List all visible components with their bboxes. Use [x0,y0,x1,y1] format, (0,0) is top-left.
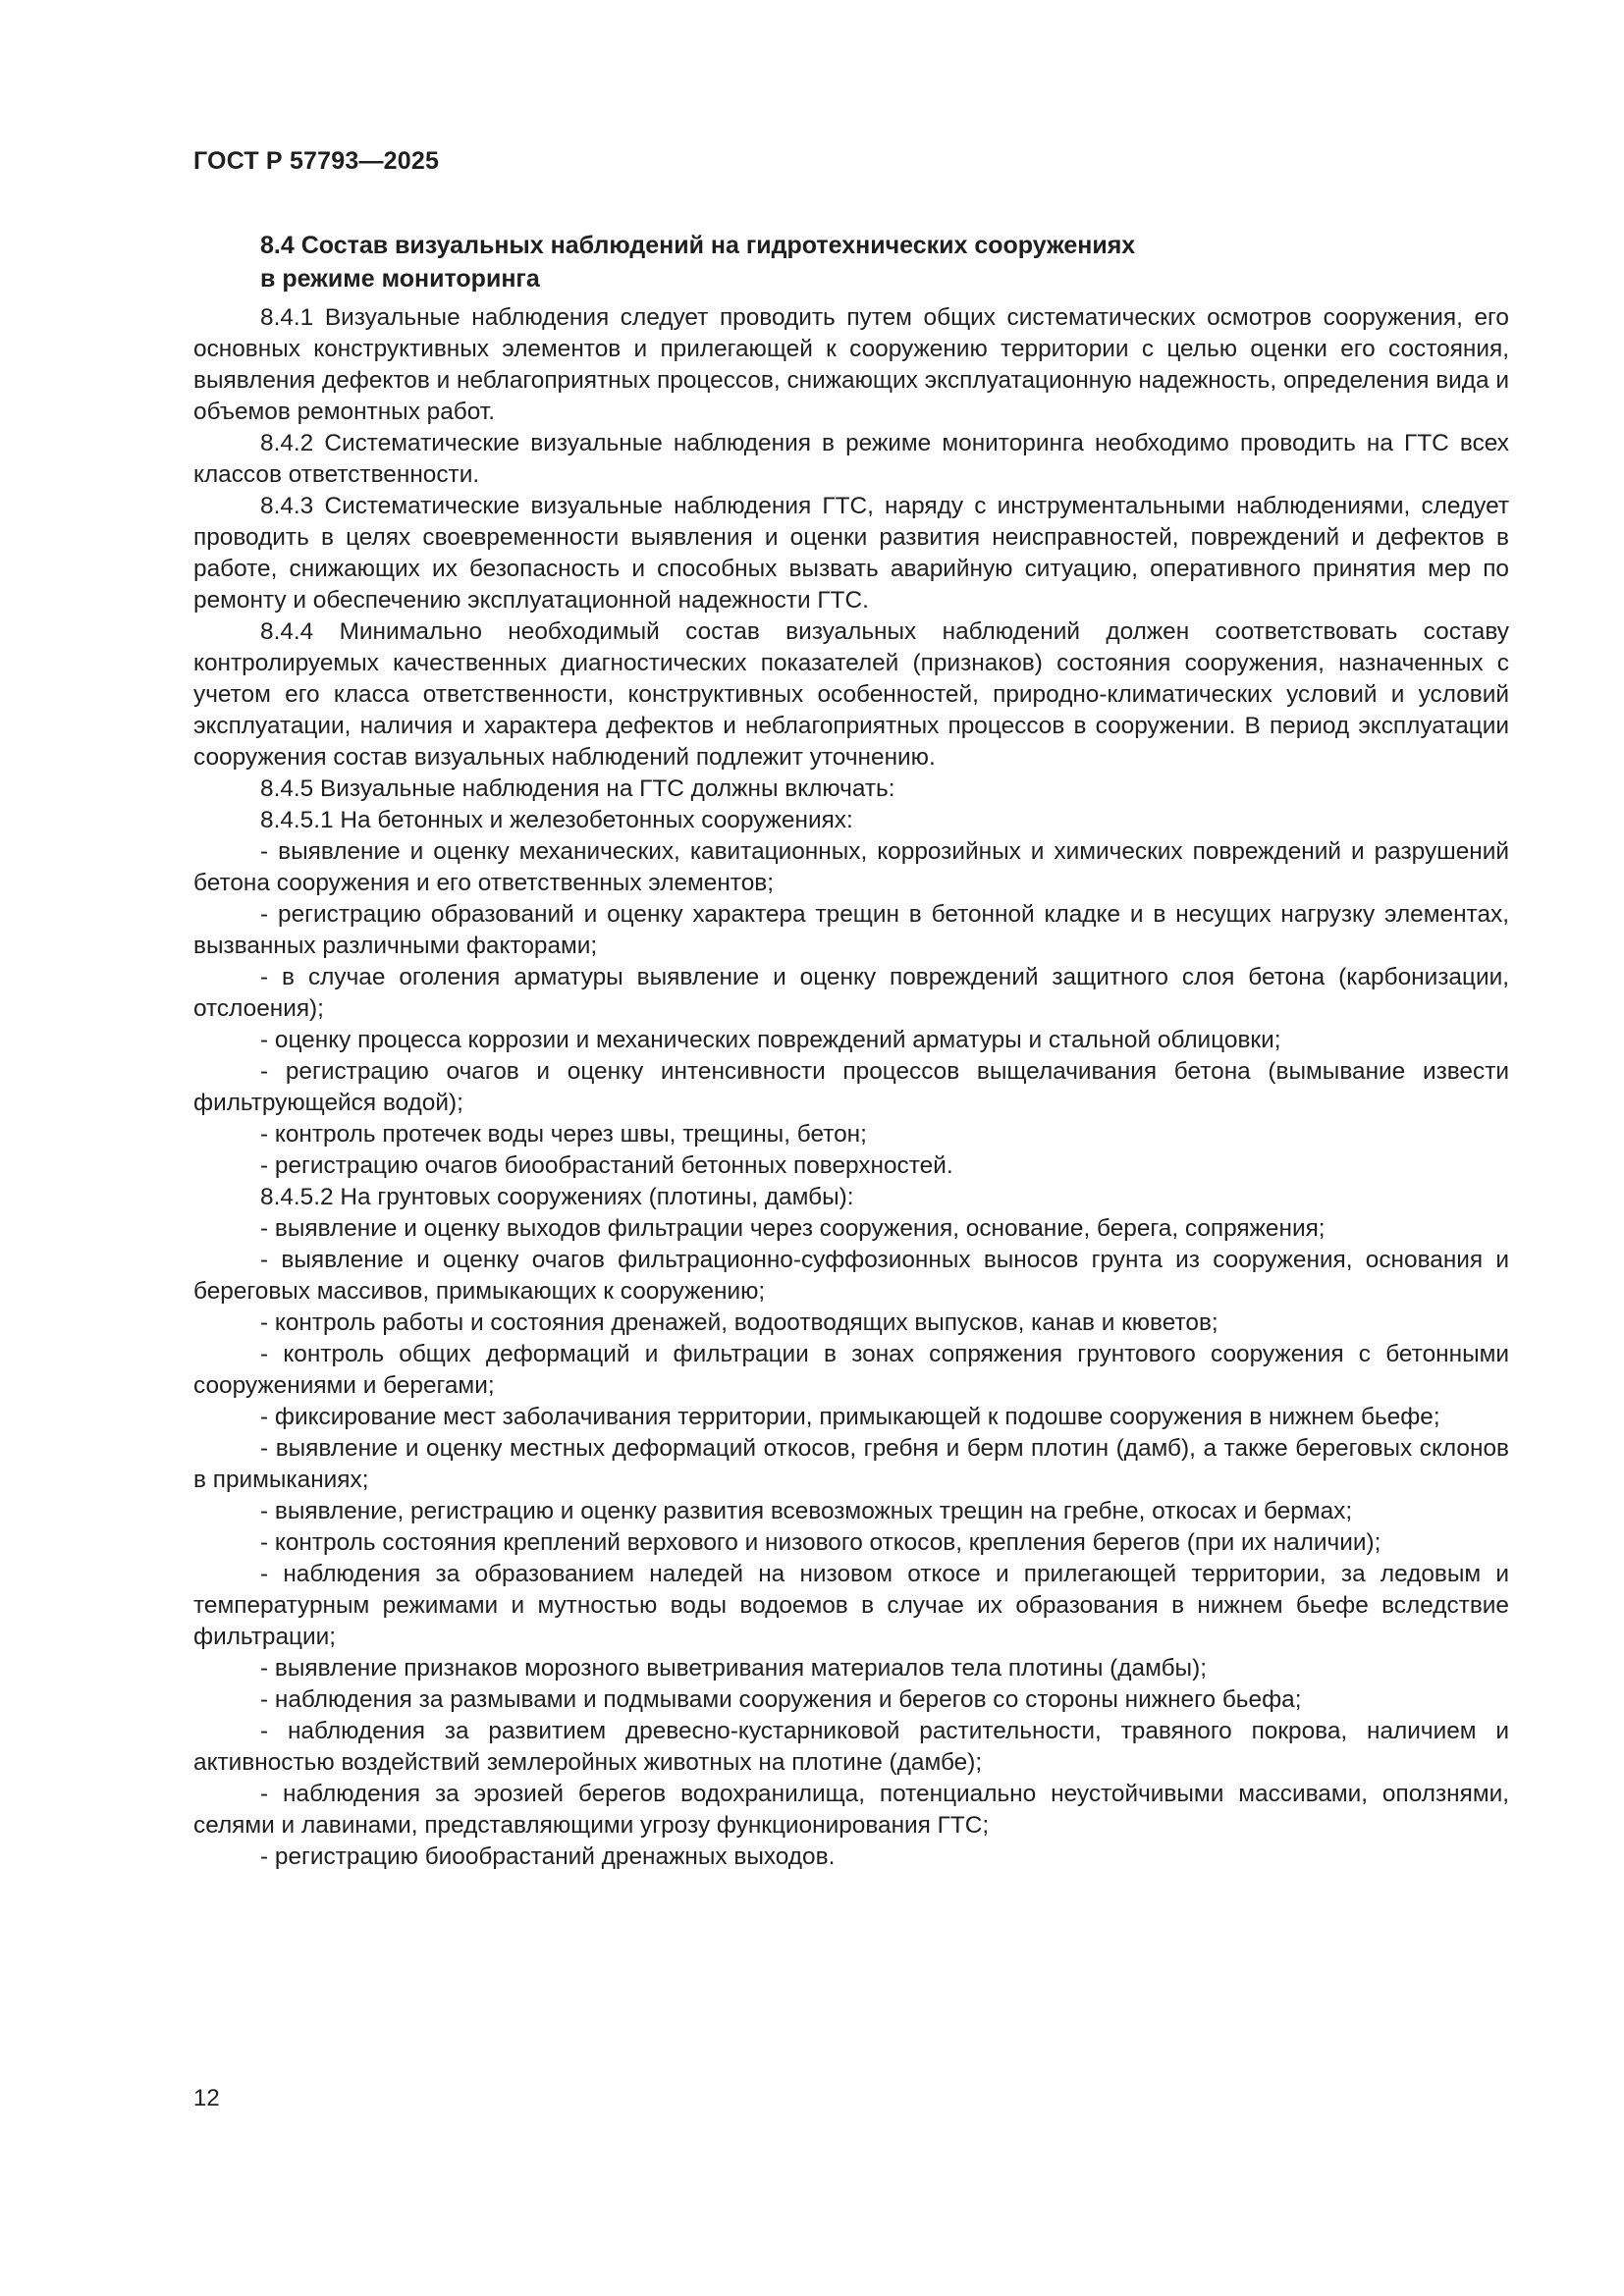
paragraph-8-4-2: 8.4.2 Систематические визуальные наблюдения в режиме мониторинга необходимо проводить на ГТС всех классов ответственности. [193,430,1509,488]
list-item: - наблюдения за развитием древесно-кустарниковой растительности, травяного покрова, наличием и активностью воздействий землеройных животных на плотине (дамбе); [193,1718,1509,1776]
list-item: - регистрацию образований и оценку характера трещин в бетонной кладке и в несущих нагрузку элементах, вызванных различными факторами; [193,901,1509,959]
list-item: - выявление и оценку очагов фильтрационно-суффозионных выносов грунта из сооружения, основания и береговых массивов, примыкающих к сооружению; [193,1247,1509,1305]
paragraph-8-4-5-2: 8.4.5.2 На грунтовых сооружениях (плотины, дамбы): [260,1184,854,1210]
body-text [193,302,1509,1873]
list-item: - контроль работы и состояния дренажей, водоотводящих выпусков, канав и кюветов; [260,1309,1218,1336]
list-item: - оценку процесса коррозии и механических повреждений арматуры и стальной облицовки; [260,1027,1281,1053]
list-item: - контроль состояния креплений верхового и низового откосов, крепления берегов (при их наличии); [260,1529,1381,1556]
section-heading [260,229,1340,295]
section-heading-line: в режиме мониторинга [260,265,540,293]
list-item: - наблюдения за размывами и подмывами сооружения и берегов со стороны нижнего бьефа; [260,1686,1302,1713]
list-item: - контроль общих деформаций и фильтрации в зонах сопряжения грунтового сооружения с бетонными сооружениями и берегами; [193,1341,1509,1399]
list-item: - выявление и оценку местных деформаций откосов, гребня и берм плотин (дамб), а также береговых склонов в примыканиях; [193,1435,1509,1493]
list-item: - фиксирование мест заболачивания территории, примыкающей к подошве сооружения в нижнем бьефе; [260,1404,1440,1430]
paragraph-8-4-5-1: 8.4.5.1 На бетонных и железобетонных сооружениях: [260,807,853,833]
list-item: - наблюдения за эрозией берегов водохранилища, потенциально неустойчивыми массивами, оползнями, селями и лавинами, представляющими угрозу функционирования ГТС; [193,1781,1509,1839]
list-item: - выявление, регистрацию и оценку развития всевозможных трещин на гребне, откосах и бермах; [260,1498,1353,1524]
section-heading-line: 8.4 Состав визуальных наблюдений на гидротехнических сооружениях [260,232,1136,259]
list-item: - регистрацию биообрастаний дренажных выходов. [260,1843,836,1870]
document-code: ГОСТ Р 57793—2025 [193,147,440,175]
paragraph-8-4-3: 8.4.3 Систематические визуальные наблюдения ГТС, наряду с инструментальными наблюдениями, следует проводить в целях своевременности выявления и оценки развития неисправностей, повреждений и дефектов в работе, снижающих их безопасность и способных вызвать аварийную ситуацию, оперативного принятия мер по ремонту и обеспечению эксплуатационной надежности ГТС. [193,493,1509,614]
paragraph-8-4-5: 8.4.5 Визуальные наблюдения на ГТС должны включать: [260,775,895,802]
list-item: - регистрацию очагов и оценку интенсивности процессов выщелачивания бетона (вымывание извести фильтрующейся водой); [193,1058,1509,1116]
list-item: - выявление признаков морозного выветривания материалов тела плотины (дамбы); [260,1655,1207,1682]
paragraph-8-4-4: 8.4.4 Минимально необходимый состав визуальных наблюдений должен соответствовать составу контролируемых качественных диагностических показателей (признаков) состояния сооружения, назначенных с учетом его класса ответственности, конструктивных особенностей, природно-климатических условий и условий эксплуатации, наличия и характера дефектов и неблагоприятных процессов в сооружении. В период эксплуатации сооружения состав визуальных наблюдений подлежит уточнению. [193,618,1509,771]
list-item: - регистрацию очагов биообрастаний бетонных поверхностей. [260,1152,953,1179]
list-item: - контроль протечек воды через швы, трещины, бетон; [260,1121,867,1148]
list-item: - выявление и оценку механических, кавитационных, коррозийных и химических повреждений и разрушений бетона сооружения и его ответственных элементов; [193,838,1509,896]
page-number: 12 [193,2085,220,2111]
paragraph-8-4-1: 8.4.1 Визуальные наблюдения следует проводить путем общих систематических осмотров сооружения, его основных конструктивных элементов и прилегающей к сооружению территории с целью оценки его состояния, выявления дефектов и неблагоприятных процессов, снижающих эксплуатационную надежность, определения вида и объемов ремонтных работ. [193,304,1509,425]
list-item: - в случае оголения арматуры выявление и оценку повреждений защитного слоя бетона (карбонизации, отслоения); [193,964,1509,1022]
list-item: - выявление и оценку выходов фильтрации через сооружения, основание, берега, сопряжения; [260,1215,1326,1242]
list-item: - наблюдения за образованием наледей на низовом откосе и прилегающей территории, за ледовым и температурным режимами и мутностью воды водоемов в случае их образования в нижнем бьефе вследствие фильтрации; [193,1561,1509,1650]
